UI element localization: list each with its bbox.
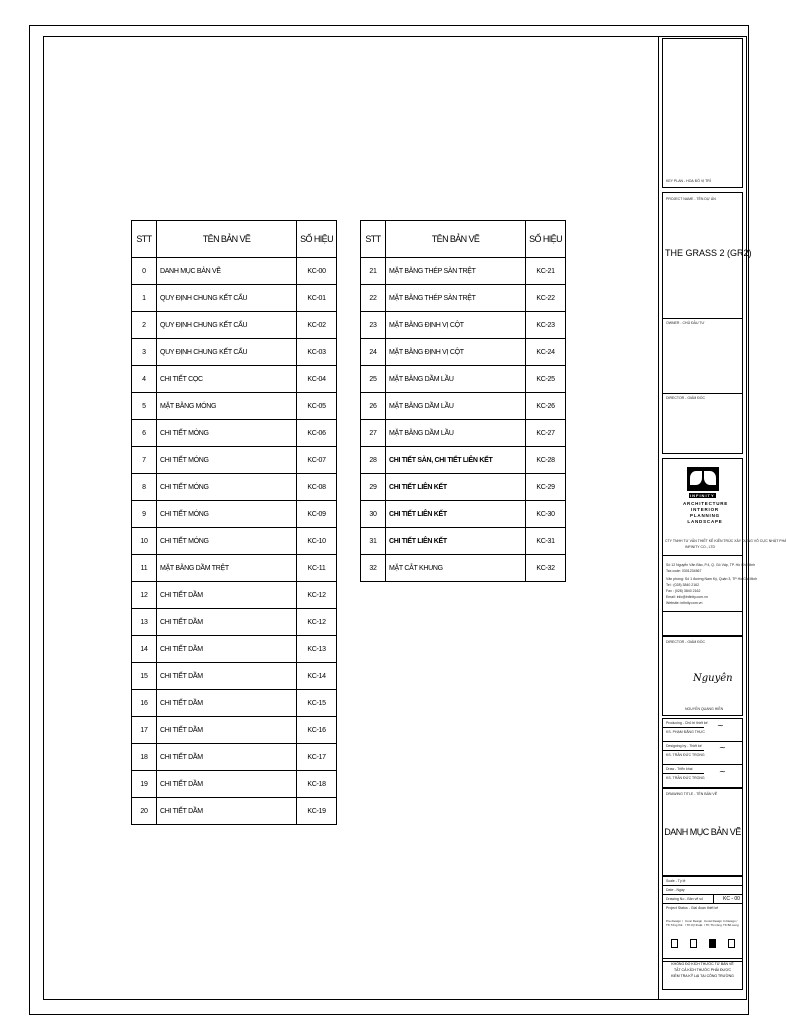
sheet-code: KC-16 — [297, 717, 337, 744]
sheet-number: 24 — [361, 339, 386, 366]
footnote-line: KIỂM TRA KỸ LẠI TẠI CÔNG TRƯỜNG — [671, 974, 734, 978]
sheet-name: MẶT BẰNG DẦM LẦU — [385, 393, 525, 420]
sheet-number: 30 — [361, 501, 386, 528]
sheet-code: KC-12 — [297, 582, 337, 609]
stage-checkbox — [728, 939, 735, 948]
sheet-number: 4 — [132, 366, 157, 393]
stage-label: In Design / TK Bổ sung — [723, 919, 739, 927]
responsibility-box — [662, 718, 743, 788]
footnote-line: KHÔNG ĐO KÍCH THƯỚC TỪ BẢN VẼ — [671, 962, 734, 966]
sheet-code: KC-13 — [297, 636, 337, 663]
sheet-number: 23 — [361, 312, 386, 339]
stage-checkbox-active — [709, 939, 716, 948]
address-line: Số 12 Nguyễn Văn Bảo, P.4, Q. Gò Vấp, TP. Hồ Chí Minh — [666, 563, 756, 567]
producing-label: Producing - Chủ trì thiết kế — [666, 721, 708, 725]
sheet-index-table-left — [131, 220, 337, 825]
sheet-code: KC-26 — [526, 393, 566, 420]
sheet-name: CHI TIẾT LIÊN KẾT — [385, 528, 525, 555]
project-info-box — [662, 192, 752, 454]
sheet-code: KC-21 — [526, 258, 566, 285]
sheet-name: CHI TIẾT MÓNG — [156, 474, 296, 501]
key-plan-box — [662, 38, 743, 188]
email-line: Email: info@infinity.com.vn — [666, 595, 708, 599]
sheet-name: MẶT BẰNG ĐỊNH VỊ CỘT — [385, 312, 525, 339]
sheet-name: CHI TIẾT LIÊN KẾT — [385, 474, 525, 501]
table-row — [132, 663, 337, 690]
sheet-name: CHI TIẾT DẦM — [156, 609, 296, 636]
sheet-number: 25 — [361, 366, 386, 393]
sheet-number: 27 — [361, 420, 386, 447]
sheet-number: 15 — [132, 663, 157, 690]
sheet-name: CHI TIẾT DẦM — [156, 663, 296, 690]
sheet-code: KC-10 — [297, 528, 337, 555]
sheet-code: KC-30 — [526, 501, 566, 528]
company-logo — [687, 467, 719, 491]
drawing-no-label: Drawing No - Bản vẽ số — [666, 897, 703, 901]
phone-line: Tel : (028) 3840 2162 — [666, 583, 700, 587]
logo-disciplines: ARCHITECTURE INTERIOR PLANNING LANDSCAPE — [683, 501, 729, 524]
table-header-row — [132, 221, 337, 258]
producing-name: KS. PHẠM ĐĂNG THỰC — [666, 730, 705, 734]
sheet-name: CHI TIẾT DẦM — [156, 771, 296, 798]
header-sheet-code: SỐ HIỆU — [526, 221, 566, 258]
table-row — [361, 447, 566, 474]
sheet-number: 5 — [132, 393, 157, 420]
table-row — [132, 312, 337, 339]
sheet-code: KC-09 — [297, 501, 337, 528]
drawing-meta-box — [662, 876, 743, 962]
footnote-box — [662, 958, 743, 990]
director-signature: Nguyên — [693, 673, 733, 684]
sheet-code: KC-27 — [526, 420, 566, 447]
table-row — [132, 798, 337, 825]
owner-label: OWNER - CHỦ ĐẦU TƯ — [666, 321, 705, 325]
draw-signature: ~ — [719, 767, 726, 776]
company-short-name: INFINITY CO., LTD — [685, 545, 716, 549]
designing-name: KS. TRẦN ĐỨC TRỌNG — [666, 753, 705, 757]
website-line: Website: infinity.com.vn — [666, 601, 703, 605]
stage-checkbox — [671, 939, 678, 948]
sheet-name: MẶT BẰNG DẦM LẦU — [385, 366, 525, 393]
sheet-number: 29 — [361, 474, 386, 501]
drawing-title: DANH MỤC BẢN VẼ — [664, 827, 741, 837]
sheet-code: KC-11 — [297, 555, 337, 582]
designing-label: Designing by - Thiết kế — [666, 744, 702, 748]
sheet-number: 31 — [361, 528, 386, 555]
company-name: CTY TNHH TƯ VẤN THIẾT KẾ KIẾN TRÚC XÂY DỰNG VÔ CỰC NHẬT PHÁ — [665, 539, 786, 543]
table-row — [361, 312, 566, 339]
drawing-title-box — [662, 788, 743, 876]
header-sheet-name: TÊN BẢN VẼ — [156, 221, 296, 258]
stage-label: Pre-Design / TK Tổng thể — [666, 919, 683, 927]
sheet-number: 26 — [361, 393, 386, 420]
table-row — [132, 501, 337, 528]
designing-signature: ~ — [719, 743, 726, 752]
sheet-code: KC-32 — [526, 555, 566, 582]
sheet-number: 20 — [132, 798, 157, 825]
sheet-code: KC-07 — [297, 447, 337, 474]
sheet-number: 7 — [132, 447, 157, 474]
sheet-code: KC-23 — [526, 312, 566, 339]
table-row — [361, 474, 566, 501]
sheet-code: KC-29 — [526, 474, 566, 501]
director-label-2: DIRECTOR - GIÁM ĐỐC — [666, 640, 706, 644]
sheet-name: CHI TIẾT DẦM — [156, 798, 296, 825]
sheet-number: 13 — [132, 609, 157, 636]
sheet-code: KC-25 — [526, 366, 566, 393]
table-row — [132, 771, 337, 798]
header-sheet-name: TÊN BẢN VẼ — [385, 221, 525, 258]
sheet-name: QUY ĐỊNH CHUNG KẾT CẤU — [156, 339, 296, 366]
sheet-number: 1 — [132, 285, 157, 312]
sheet-code: KC-01 — [297, 285, 337, 312]
director-sign-box — [662, 636, 743, 716]
project-name-label: PROJECT NAME - TÊN DỰ ÁN — [666, 197, 716, 201]
sheet-code: KC-02 — [297, 312, 337, 339]
sheet-name: MẶT BẰNG THÉP SÀN TRỆT — [385, 258, 525, 285]
table-row — [132, 393, 337, 420]
sheet-code: KC-15 — [297, 690, 337, 717]
table-row — [361, 366, 566, 393]
sheet-number: 12 — [132, 582, 157, 609]
table-row — [132, 555, 337, 582]
sheet-index-table-right — [360, 220, 566, 582]
table-row — [361, 528, 566, 555]
sheet-name: MẶT BẰNG MÓNG — [156, 393, 296, 420]
director-name: NGUYỄN QUANG HIỀN — [685, 707, 724, 711]
sheet-code: KC-03 — [297, 339, 337, 366]
table-row — [132, 717, 337, 744]
sheet-name: MẶT BẰNG DẦM LẦU — [385, 420, 525, 447]
logo-wordmark: INFINITY — [690, 493, 715, 498]
table-row — [361, 555, 566, 582]
drawing-no: KC - 00 — [723, 896, 740, 902]
sheet-name: CHI TIẾT LIÊN KẾT — [385, 501, 525, 528]
sheet-name: MẶT BẰNG THÉP SÀN TRỆT — [385, 285, 525, 312]
sheet-code: KC-28 — [526, 447, 566, 474]
project-status-label: Project Status - Giai đoạn thiết kế — [666, 906, 719, 910]
sheet-name: CHI TIẾT SÀN, CHI TIẾT LIÊN KẾT — [385, 447, 525, 474]
sheet-code: KC-14 — [297, 663, 337, 690]
sheet-code: KC-00 — [297, 258, 337, 285]
sheet-name: CHI TIẾT DẦM — [156, 582, 296, 609]
sheet-name: CHI TIẾT CỌC — [156, 366, 296, 393]
sheet-name: CHI TIẾT MÓNG — [156, 501, 296, 528]
sheet-number: 10 — [132, 528, 157, 555]
table-row — [361, 393, 566, 420]
table-row — [361, 501, 566, 528]
sheet-name: DANH MỤC BẢN VẼ — [156, 258, 296, 285]
footnote-line: TẤT CẢ KÍCH THƯỚC PHẢI ĐƯỢC — [674, 968, 731, 972]
table-row — [361, 339, 566, 366]
sheet-name: CHI TIẾT DẦM — [156, 690, 296, 717]
scale-label: Scale - Tỷ lệ — [666, 879, 686, 883]
producing-signature: ~ — [717, 721, 724, 730]
table-row — [132, 285, 337, 312]
sheet-number: 28 — [361, 447, 386, 474]
address-line: Văn phòng: Số 1 đường Nam Kỳ, Quận 3, TP Hồ Chí Minh — [666, 577, 758, 581]
sheet-name: QUY ĐỊNH CHUNG KẾT CẤU — [156, 285, 296, 312]
table-row — [132, 690, 337, 717]
sheet-name: CHI TIẾT DẦM — [156, 717, 296, 744]
sheet-number: 9 — [132, 501, 157, 528]
header-sheet-code: SỐ HIỆU — [297, 221, 337, 258]
table-row — [132, 474, 337, 501]
sheet-name: MẶT BẰNG DẦM TRỆT — [156, 555, 296, 582]
header-stt: STT — [132, 221, 157, 258]
table-row — [361, 285, 566, 312]
table-row — [361, 420, 566, 447]
header-stt: STT — [361, 221, 386, 258]
table-row — [132, 420, 337, 447]
sheet-number: 14 — [132, 636, 157, 663]
sheet-name: CHI TIẾT DẦM — [156, 636, 296, 663]
sheet-name: CHI TIẾT MÓNG — [156, 528, 296, 555]
sheet-code: KC-12 — [297, 609, 337, 636]
table-row — [132, 339, 337, 366]
project-name: THE GRASS 2 (GR2) — [665, 248, 752, 258]
sheet-number: 0 — [132, 258, 157, 285]
sheet-name: CHI TIẾT MÓNG — [156, 420, 296, 447]
fax-line: Fax : (028) 3840 2162 — [666, 589, 701, 593]
table-row — [132, 528, 337, 555]
sheet-number: 21 — [361, 258, 386, 285]
table-row — [132, 447, 337, 474]
sheet-name: CHI TIẾT MÓNG — [156, 447, 296, 474]
sheet-code: KC-18 — [297, 771, 337, 798]
sheet-code: KC-08 — [297, 474, 337, 501]
sheet-number: 2 — [132, 312, 157, 339]
sheet-code: KC-06 — [297, 420, 337, 447]
table-row — [132, 609, 337, 636]
table-row — [361, 258, 566, 285]
draw-name: KS. TRẦN ĐỨC TRỌNG — [666, 776, 705, 780]
sheet-number: 22 — [361, 285, 386, 312]
table-header-row — [361, 221, 566, 258]
sheet-name: MẶT CẮT KHUNG — [385, 555, 525, 582]
sheet-code: KC-04 — [297, 366, 337, 393]
sheet-code: KC-31 — [526, 528, 566, 555]
sheet-number: 18 — [132, 744, 157, 771]
date-label: Date - Ngày — [666, 888, 685, 892]
sheet-name: MẶT BẰNG ĐỊNH VỊ CỘT — [385, 339, 525, 366]
sheet-number: 17 — [132, 717, 157, 744]
sheet-code: KC-24 — [526, 339, 566, 366]
table-row — [132, 744, 337, 771]
sheet-code: KC-19 — [297, 798, 337, 825]
table-row — [132, 258, 337, 285]
key-plan-label: KEY PLAN - HOẠ ĐỒ VỊ TRÍ — [666, 179, 711, 183]
table-row — [132, 636, 337, 663]
sheet-name: QUY ĐỊNH CHUNG KẾT CẤU — [156, 312, 296, 339]
stage-label: Const Design / TK Thi công — [704, 919, 723, 927]
sheet-number: 3 — [132, 339, 157, 366]
sheet-name: CHI TIẾT DẦM — [156, 744, 296, 771]
sheet-number: 32 — [361, 555, 386, 582]
stage-label: Conc Design / TK Kỹ thuật — [685, 919, 703, 927]
table-row — [132, 582, 337, 609]
address-line: Tax code: 0301234567 — [666, 569, 702, 573]
sheet-code: KC-17 — [297, 744, 337, 771]
director-label: DIRECTOR - GIÁM ĐỐC — [666, 396, 706, 400]
sheet-number: 19 — [132, 771, 157, 798]
sheet-number: 8 — [132, 474, 157, 501]
sheet-code: KC-22 — [526, 285, 566, 312]
sheet-code: KC-05 — [297, 393, 337, 420]
sheet-number: 16 — [132, 690, 157, 717]
company-box — [662, 458, 786, 636]
sheet-number: 6 — [132, 420, 157, 447]
draw-label: Draw - Triển khai — [666, 767, 693, 771]
sheet-number: 11 — [132, 555, 157, 582]
table-row — [132, 366, 337, 393]
drawing-title-label: DRAWING TITLE - TÊN BẢN VẼ — [666, 792, 718, 796]
stage-checkbox — [690, 939, 697, 948]
